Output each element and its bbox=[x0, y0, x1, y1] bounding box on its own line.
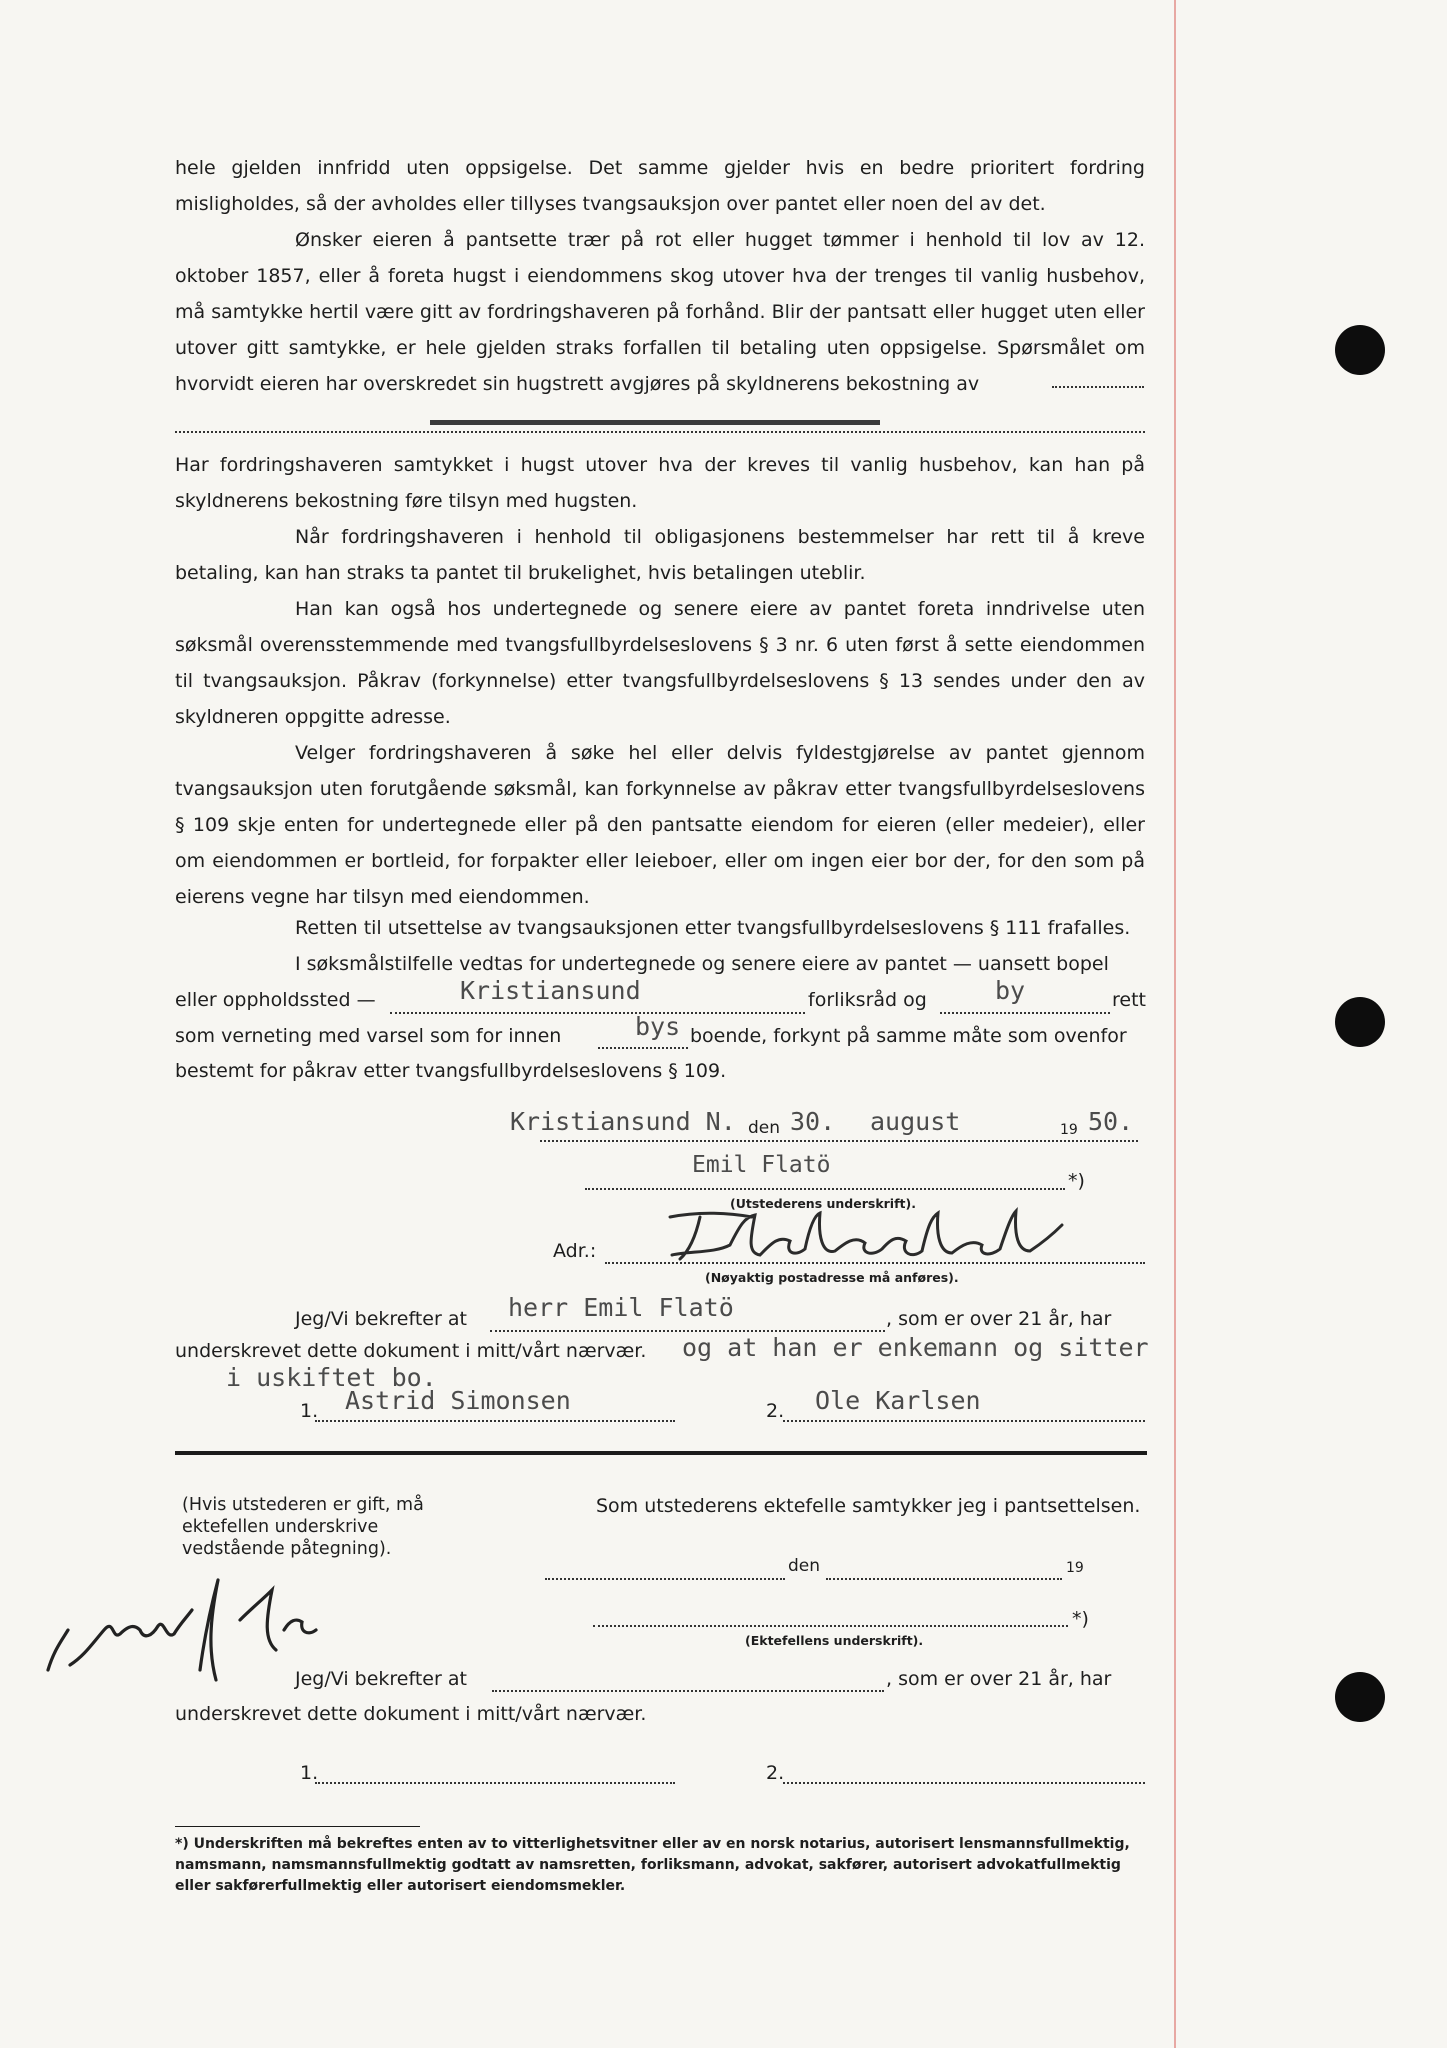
venue-prefix: eller oppholdssted — bbox=[175, 989, 376, 1011]
venue-line3-prefix: som verneting med varsel som for innen bbox=[175, 1025, 562, 1047]
witness-addendum-b: i uskiftet bo. bbox=[226, 1363, 437, 1392]
footnote-text: *) Underskriften må bekreftes enten av to vitterlighetsvitner eller av en norsk notarius, autorisert lensmannsfullmektig, namsmann, namsmannsfullmektig godtatt av namsretten, forliksmann, advokat, sakfører, autorisert advokatfullmektig eller sakførerfullmektig eller autorisert eiendomsmekler. bbox=[175, 1836, 1130, 1894]
spouse-footnote-mark: *) bbox=[1072, 1608, 1089, 1630]
witness-2-name: Ole Karlsen bbox=[815, 1386, 981, 1415]
spouse-witness-num-2: 2. bbox=[766, 1762, 785, 1784]
address-label: Adr.: bbox=[553, 1240, 597, 1262]
paragraph-enforcement: Han kan også hos undertegnede og senere eiere av pantet foreta inndrivelse uten søksmål overensstemmende med tvangsfullbyrdelseslovens § 3 nr. 6 uten først å sette eiendommen til tvangsauksjon. Påkrav (forkynnelse) etter tvangsfullbyrdelseslovens § 13 sendes under den av skyldneren oppgitte adresse. bbox=[175, 598, 1145, 728]
resident-type-value: bys bbox=[635, 1012, 681, 1041]
punch-hole-bottom bbox=[1335, 1672, 1385, 1722]
spouse-den: den bbox=[788, 1556, 821, 1576]
witness-num-2: 2. bbox=[766, 1400, 785, 1422]
witness-num-1: 1. bbox=[300, 1400, 319, 1422]
margin-handwritten-note bbox=[40, 1545, 340, 1710]
paragraph-timber-clause: Ønsker eieren å pantsette trær på rot eller hugget tømmer i henhold til lov av 12. oktober 1857, eller å foreta hugst i eiendommens skog utover hva der trenges til vanlig husbehov, må samtykke hertil være gitt av fordringshaveren på forhånd. Blir der pantsatt eller hugget uten eller utover gitt samtykke, er hele gjelden straks forfallen til betaling uten oppsigelse. Spørsmålet om hvorvidt eieren har overskredet sin hugstrett avgjøres på skyldnerens bekostning av bbox=[175, 229, 1145, 395]
paragraph-postponement: Retten til utsettelse av tvangsauksjonen etter tvangsfullbyrdelseslovens § 111 frafalles. bbox=[295, 917, 1131, 939]
witness-confirm-suffix: , som er over 21 år, har bbox=[886, 1308, 1112, 1330]
signer-footnote-mark: *) bbox=[1068, 1170, 1085, 1192]
address-caption: (Nøyaktig postadresse må anføres). bbox=[705, 1270, 959, 1285]
spouse-caption: (Ektefellens underskrift). bbox=[745, 1633, 924, 1648]
paragraph-forced-auction: Velger fordringshaveren å søke hel eller delvis fyldestgjørelse av pantet gjennom tvangsauksjon uten forutgående søksmål, kan forkynnelse av påkrav etter tvangsfullbyrdelseslovens § 109 skje enten for undertegnede eller på den pantsatte eiendom for eieren (eller medeier), eller om eiendommen er bortleid, for forpakter eller leieboer, eller om ingen eier bor der, for den som på eierens vegne har tilsyn med eiendommen. bbox=[175, 742, 1145, 908]
signing-day: 30. bbox=[790, 1107, 836, 1136]
section-divider bbox=[175, 1451, 1147, 1455]
spouse-witness-num-1: 1. bbox=[300, 1762, 319, 1784]
signing-place: Kristiansund N. bbox=[510, 1107, 736, 1136]
venue-line4: bestemt for påkrav etter tvangsfullbyrdelseslovens § 109. bbox=[175, 1060, 727, 1082]
footnote-rule bbox=[175, 1826, 420, 1827]
venue-lead: I søksmålstilfelle vedtas for undertegnede og senere eiere av pantet — uansett bopel bbox=[295, 953, 1109, 975]
court-type-value: by bbox=[995, 976, 1026, 1005]
fill-line-spouse-confirm bbox=[492, 1690, 884, 1692]
fill-line-court-type bbox=[940, 1012, 1110, 1014]
court-label: forliksråd og bbox=[808, 989, 927, 1011]
signer-caption: (Utstederens underskrift). bbox=[730, 1196, 916, 1211]
punch-hole-middle bbox=[1335, 997, 1385, 1047]
spouse-confirm-line2: underskrevet dette dokument i mitt/vårt nærvær. bbox=[175, 1703, 647, 1725]
spouse-note: (Hvis utstederen er gift, må ektefellen underskrive vedstående påtegning). bbox=[182, 1495, 424, 1559]
spouse-confirm-prefix: Jeg/Vi bekrefter at bbox=[295, 1668, 467, 1690]
venue-line3-suffix: boende, forkynt på samme måte som ovenfor bbox=[690, 1025, 1127, 1047]
fill-line-spouse-date bbox=[826, 1578, 1062, 1580]
witness-confirm-prefix: Jeg/Vi bekrefter at bbox=[295, 1308, 467, 1330]
witness-line2: underskrevet dette dokument i mitt/vårt nærvær. bbox=[175, 1340, 647, 1362]
signing-den: den bbox=[748, 1118, 781, 1138]
fill-line-witness-2 bbox=[783, 1420, 1145, 1422]
fill-line-witness-1 bbox=[315, 1420, 675, 1422]
fill-line-place-date bbox=[540, 1140, 1138, 1142]
spouse-confirm-suffix: , som er over 21 år, har bbox=[886, 1668, 1112, 1690]
signing-year-suffix: 50. bbox=[1088, 1107, 1134, 1136]
signing-month: august bbox=[870, 1107, 961, 1136]
margin-note-text: Vfr. mil Ak bbox=[40, 1545, 122, 1564]
witness-1-name: Astrid Simonsen bbox=[345, 1386, 571, 1415]
fill-line-court-place bbox=[390, 1012, 805, 1014]
fill-line-spouse-witness-1 bbox=[315, 1782, 675, 1784]
fill-line-spouse-place bbox=[545, 1578, 785, 1580]
paragraph-supervision: Har fordringshaveren samtykket i hugst utover hva der kreves til vanlig husbehov, kan han på skyldnerens bekostning føre tilsyn med hugsten. bbox=[175, 454, 1145, 512]
punch-hole-top bbox=[1335, 325, 1385, 375]
fill-line-spouse-witness-2 bbox=[783, 1782, 1145, 1784]
strikeout-mark bbox=[430, 420, 880, 425]
paragraph-usufruct: Når fordringshaveren i henhold til obligasjonens bestemmelser har rett til å kreve betaling, kan han straks ta pantet til brukelighet, hvis betalingen uteblir. bbox=[175, 526, 1145, 584]
witness-addendum-a: og at han er enkemann og sitter bbox=[682, 1333, 1149, 1362]
spouse-consent: Som utstederens ektefelle samtykker jeg i pantsettelsen. bbox=[596, 1495, 1141, 1517]
fill-line-assessor bbox=[1052, 386, 1144, 388]
fill-line-witness-subject bbox=[490, 1330, 885, 1332]
blank-line bbox=[175, 431, 1145, 433]
paragraph-default-clause: hele gjelden innfridd uten oppsigelse. Det samme gjelder hvis en bedre prioritert fordring misligholdes, så der avholdes eller tillyses tvangsauksjon over pantet eller noen del av det. bbox=[175, 157, 1145, 215]
signer-name: Emil Flatö bbox=[692, 1152, 831, 1178]
court-place-value: Kristiansund bbox=[460, 976, 641, 1005]
fill-line-spouse-signature bbox=[593, 1625, 1068, 1627]
fill-line-resident bbox=[598, 1047, 688, 1049]
fill-line-signer bbox=[585, 1188, 1065, 1190]
court-suffix: rett bbox=[1112, 989, 1146, 1011]
address-handwritten-text: Flatsetsundet bbox=[660, 1190, 770, 1209]
margin-rule bbox=[1174, 0, 1176, 2048]
witness-subject-name: herr Emil Flatö bbox=[508, 1293, 734, 1322]
spouse-year: 19 bbox=[1066, 1560, 1084, 1576]
signing-year-prefix: 19 bbox=[1060, 1122, 1078, 1138]
